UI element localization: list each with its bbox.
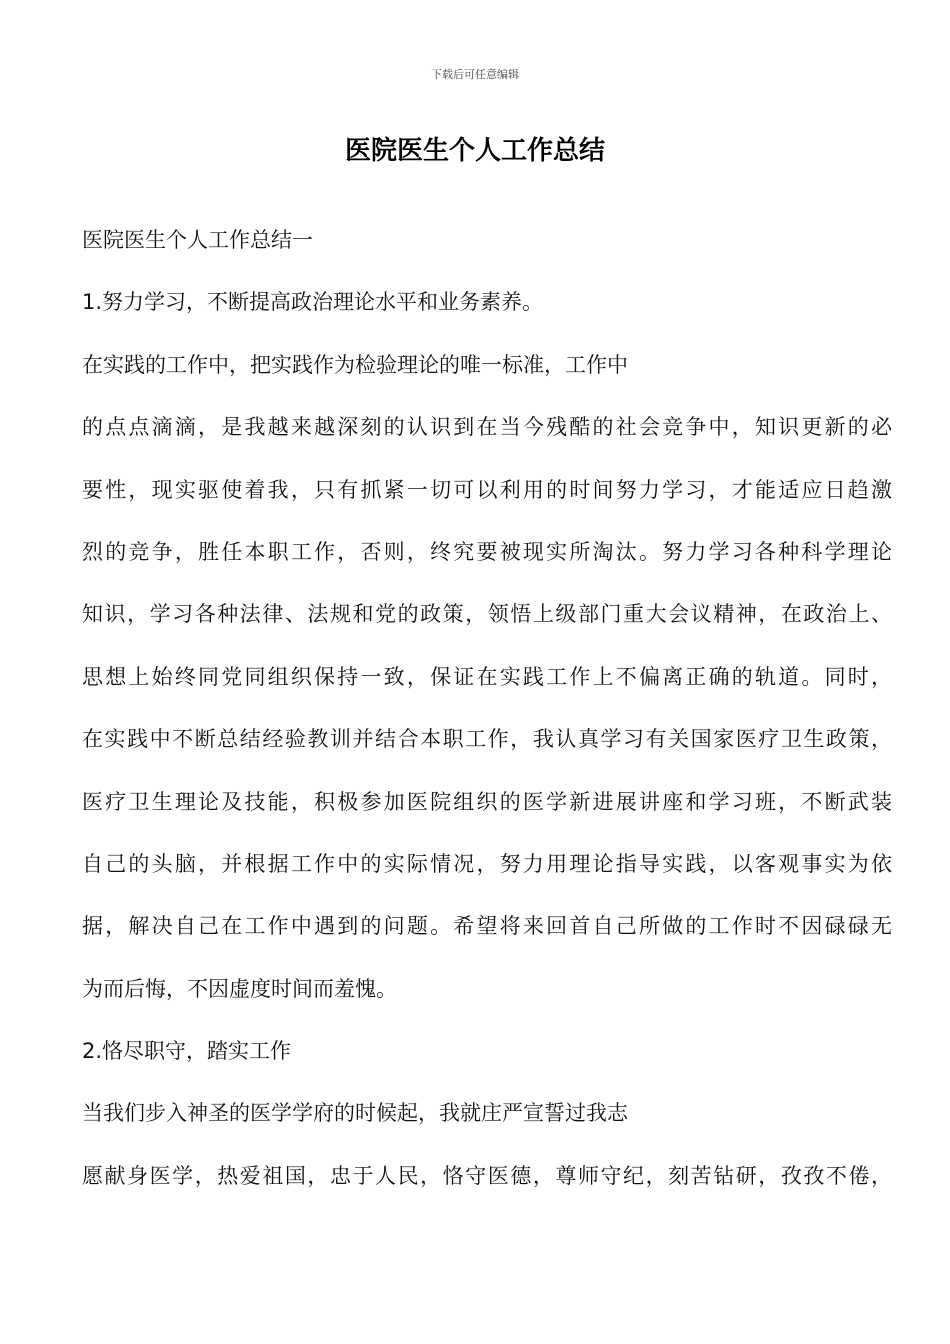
body-line: 医疗卫生理论及技能，积极参加医院组织的医学新进展讲座和学习班，不断武装 bbox=[82, 789, 892, 814]
body-line: 的点点滴滴，是我越来越深刻的认识到在当今残酷的社会竞争中，知识更新的必 bbox=[82, 415, 892, 440]
body-line: 在实践中不断总结经验教训并结合本职工作，我认真学习有关国家医疗卫生政策， bbox=[82, 727, 892, 752]
body-line: 自己的头脑，并根据工作中的实际情况，努力用理论指导实践，以客观事实为依 bbox=[82, 851, 892, 876]
header-note: 下载后可任意编辑 bbox=[431, 68, 519, 81]
document-title: 医院医生个人工作总结 bbox=[344, 136, 605, 166]
body-line: 据，解决自己在工作中遇到的问题。希望将来回首自己所做的工作时不因碌碌无 bbox=[82, 914, 892, 939]
body-line: 要性，现实驱使着我，只有抓紧一切可以利用的时间努力学习，才能适应日趋激 bbox=[82, 477, 892, 502]
body-line: 当我们步入神圣的医学学府的时候起，我就庄严宣誓过我志 bbox=[82, 1101, 628, 1126]
body-line: 1.努力学习，不断提高政治理论水平和业务素养。 bbox=[82, 290, 544, 315]
body-line: 愿献身医学，热爱祖国，忠于人民，恪守医德，尊师守纪，刻苦钻研，孜孜不倦， bbox=[82, 1163, 892, 1188]
body-line: 为而后悔，不因虚度时间而羞愧。 bbox=[82, 976, 397, 1001]
body-line: 在实践的工作中，把实践作为检验理论的唯一标准，工作中 bbox=[82, 352, 628, 377]
body-line: 2.恪尽职守，踏实工作 bbox=[82, 1039, 292, 1064]
body-line: 思想上始终同党同组织保持一致，保证在实践工作上不偏离正确的轨道。同时， bbox=[82, 664, 892, 689]
body-line: 烈的竞争，胜任本职工作，否则，终究要被现实所淘汰。努力学习各种科学理论 bbox=[82, 539, 892, 564]
body-line: 知识，学习各种法律、法规和党的政策，领悟上级部门重大会议精神，在政治上、 bbox=[82, 602, 892, 627]
document-body bbox=[82, 224, 892, 1222]
body-line: 医院医生个人工作总结一 bbox=[82, 228, 313, 252]
